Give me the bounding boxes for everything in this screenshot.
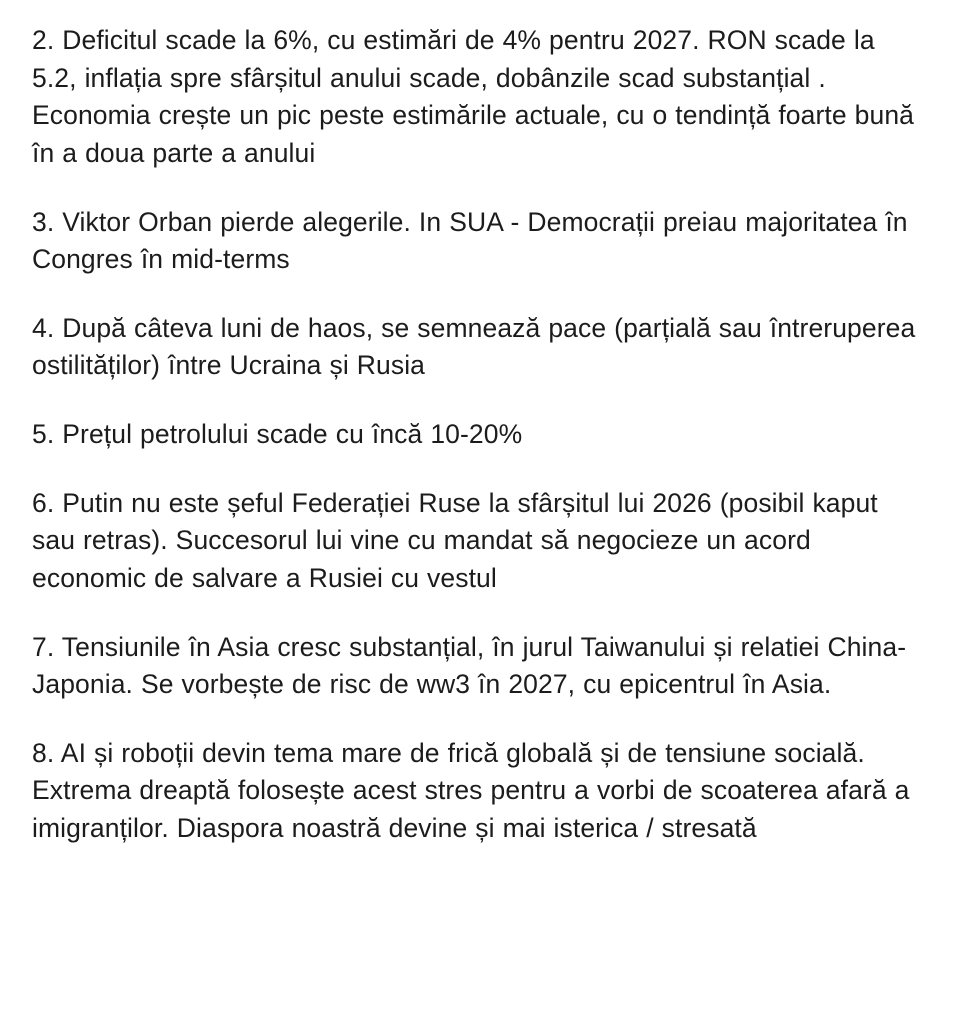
list-item: 4. După câteva luni de haos, se semnează pace (parțială sau întreruperea ostilităților) între Ucraina și Rusia	[32, 312, 916, 381]
list-item: 3. Viktor Orban pierde alegerile. In SUA - Democrații preiau majoritatea în Congres în mid-terms	[32, 206, 908, 275]
list-item: 6. Putin nu este șeful Federației Ruse la sfârșitul lui 2026 (posibil kaput sau retras). Succesorul lui vine cu mandat să negocieze un acord economic de salvare a Rusiei cu vestul	[32, 487, 878, 593]
list-item: 5. Prețul petrolului scade cu încă 10-20%	[32, 419, 523, 449]
list-item: 2. Deficitul scade la 6%, cu estimări de 4% pentru 2027. RON scade la 5.2, inflația spre sfârșitul anului scade, dobânzile scad substanțial . Economia crește un pic peste estimările actuale, cu o tendință foarte bună în a doua parte a anului	[32, 25, 915, 168]
list-item: 8. AI și roboții devin tema mare de frică globală și de tensiune socială. Extrema dreaptă folosește acest stres pentru a vorbi de scoaterea afară a imigranților. Diaspora noastră devine și mai isterica / stresată	[32, 737, 910, 843]
list-item: 7. Tensiunile în Asia cresc substanțial, în jurul Taiwanului și relatiei China-Japonia. Se vorbește de risc de ww3 în 2027, cu epicentrul în Asia.	[32, 631, 907, 700]
